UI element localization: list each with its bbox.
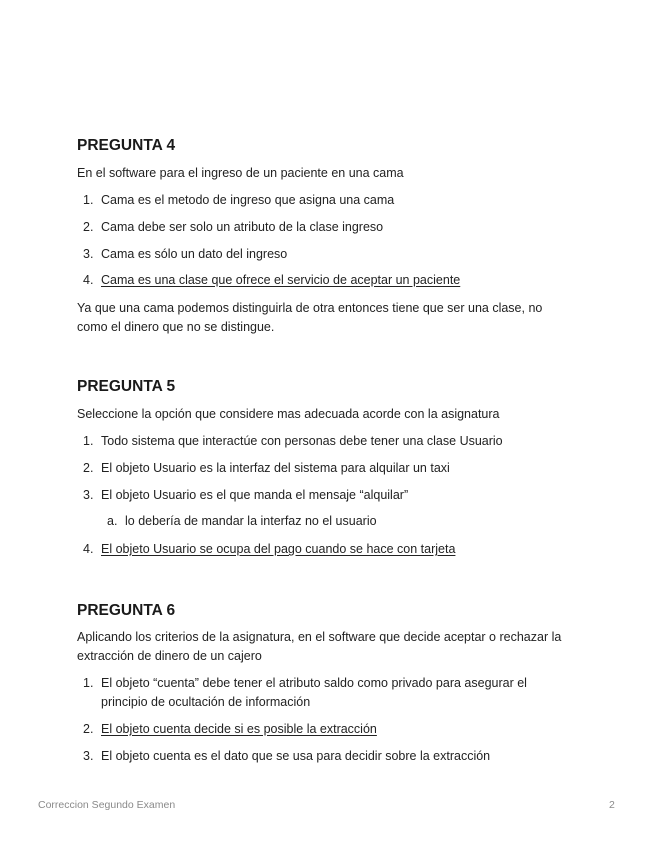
footer-page-number: 2	[609, 799, 615, 811]
sub-option-letter: a.	[107, 514, 118, 528]
option-text-line-1: El objeto “cuenta” debe tener el atributo saldo como privado para asegurar el	[101, 676, 527, 690]
option-number: 1.	[83, 676, 94, 690]
option-text-line-2: principio de ocultación de información	[101, 695, 311, 709]
question-4-title: PREGUNTA 4	[77, 137, 176, 154]
question-4-prompt: En el software para el ingreso de un paciente en una cama	[77, 166, 404, 180]
question-6-title: PREGUNTA 6	[77, 602, 176, 619]
option-number: 1.	[83, 193, 94, 207]
option-text: El objeto Usuario es el que manda el mensaje “alquilar”	[101, 488, 409, 502]
option-number: 3.	[83, 247, 94, 261]
option-number: 3.	[83, 488, 94, 502]
option-text: Todo sistema que interactúe con personas debe tener una clase Usuario	[101, 434, 503, 448]
option-text: Cama es sólo un dato del ingreso	[101, 247, 288, 261]
option-text-underlined: Cama es una clase que ofrece el servicio de aceptar un paciente	[101, 273, 461, 287]
option-text-underlined: El objeto Usuario se ocupa del pago cuando se hace con tarjeta	[101, 542, 456, 556]
option-number: 1.	[83, 434, 94, 448]
option-number: 4.	[83, 273, 94, 287]
footer-document-title: Correccion Segundo Examen	[38, 799, 176, 811]
option-number: 2.	[83, 461, 94, 475]
option-text: Cama debe ser solo un atributo de la clase ingreso	[101, 220, 384, 234]
question-5-prompt: Seleccione la opción que considere mas adecuada acorde con la asignatura	[77, 407, 500, 421]
option-number: 4.	[83, 542, 94, 556]
sub-option-text: lo debería de mandar la interfaz no el usuario	[125, 514, 377, 528]
question-4-explanation-line-1: Ya que una cama podemos distinguirla de otra entonces tiene que ser una clase, no	[77, 301, 543, 315]
option-number: 2.	[83, 722, 94, 736]
option-text: El objeto Usuario es la interfaz del sistema para alquilar un taxi	[101, 461, 450, 475]
option-number: 3.	[83, 749, 94, 763]
question-4-explanation-line-2: como el dinero que no se distingue.	[77, 320, 275, 334]
option-text: Cama es el metodo de ingreso que asigna una cama	[101, 193, 395, 207]
option-text: El objeto cuenta es el dato que se usa para decidir sobre la extracción	[101, 749, 491, 763]
question-6-prompt-line-2: extracción de dinero de un cajero	[77, 649, 262, 663]
option-text-underlined: El objeto cuenta decide si es posible la extracción	[101, 722, 377, 736]
question-5-title: PREGUNTA 5	[77, 378, 176, 395]
question-6-prompt-line-1: Aplicando los criterios de la asignatura, en el software que decide aceptar o rechazar la	[77, 630, 562, 644]
option-number: 2.	[83, 220, 94, 234]
